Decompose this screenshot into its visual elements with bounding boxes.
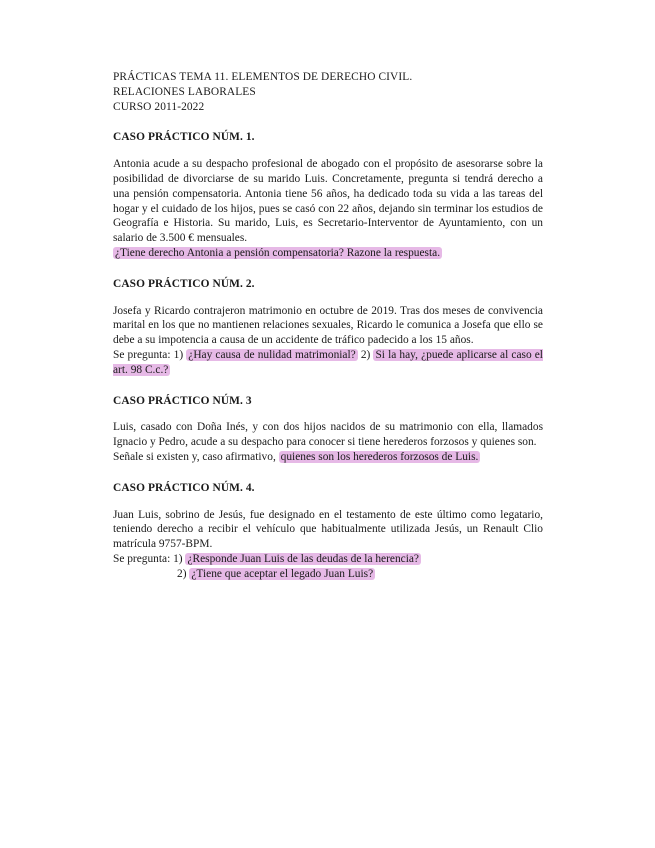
case-1-question-line <box>113 246 543 261</box>
case-4-question-1: ¿Responde Juan Luis de las deudas de la herencia? <box>187 552 419 565</box>
case-2-question-line <box>113 348 543 378</box>
case-3-question: quienes son los herederos forzosos de Luis. <box>280 450 479 463</box>
case-4-prefix: Se pregunta: 1) <box>113 552 183 565</box>
case-4-prefix-2: 2) <box>177 567 187 580</box>
case-1-question: ¿Tiene derecho Antonia a pensión compensatoria? Razone la respuesta. <box>115 246 441 259</box>
header-line-1: PRÁCTICAS TEMA 11. ELEMENTOS DE DERECHO CIVIL. <box>113 71 413 83</box>
case-2-question-2: Si la hay, ¿puede aplicarse al caso el art. 98 C.c.? <box>113 348 543 376</box>
header-line-3: CURSO 2011-2022 <box>113 100 205 113</box>
case-2-question-1: ¿Hay causa de nulidad matrimonial? <box>188 348 356 361</box>
case-4-question-line-1 <box>113 552 543 567</box>
case-3-text: Luis, casado con Doña Inés, y con dos hijos nacidos de su matrimonio con ella, llamados Ignacio y Pedro, acude a su despacho para conocer si tiene herederos forzosos y quienes son. <box>113 421 543 449</box>
case-3-title: CASO PRÁCTICO NÚM. 3 <box>113 394 252 407</box>
case-3-prefix: Señale si existen y, caso afirmativo, <box>113 450 276 463</box>
case-2-text: Josefa y Ricardo contrajeron matrimonio en octubre de 2019. Tras dos meses de convivencia marital en los que no mantienen relaciones sexuales, Ricardo le comunica a Josefa que ello se debe a su impotencia a causa de un accidente de tráfico padecido a los 15 años. <box>113 304 543 347</box>
case-4-question-2: ¿Tiene que aceptar el legado Juan Luis? <box>191 567 374 580</box>
case-2-title: CASO PRÁCTICO NÚM. 2. <box>113 277 255 290</box>
case-3-question-line <box>113 450 543 465</box>
case-4-question-line-2 <box>113 567 543 582</box>
case-4-text: Juan Luis, sobrino de Jesús, fue designado en el testamento de este último como legatario, teniendo derecho a recibir el vehículo que habitualmente utilizada Jesús, un Renault Clio matrícula 9757-BPM. <box>113 508 543 551</box>
case-4-title: CASO PRÁCTICO NÚM. 4. <box>113 481 255 494</box>
case-1-text: Antonia acude a su despacho profesional de abogado con el propósito de asesorarse sobre la posibilidad de divorciarse de su marido Luis. Concretamente, pregunta si tendrá derecho a una pensión compensatoria. Antonia tiene 56 años, ha dedicado toda su vida a las tareas del hogar y el cuidado de los hijos, pues se casó con 22 años, dejando sin terminar los estudios de Geografía e Historia. Su marido, Luis, es Secretario-Interventor de Ayuntamiento, con un salario de 3.500 € mensuales. <box>113 158 543 245</box>
case-2-mid: 2) <box>360 348 371 361</box>
case-1-title: CASO PRÁCTICO NÚM. 1. <box>113 131 255 144</box>
header-line-2: RELACIONES LABORALES <box>113 85 256 98</box>
case-2-prefix: Se pregunta: 1) <box>113 348 184 361</box>
